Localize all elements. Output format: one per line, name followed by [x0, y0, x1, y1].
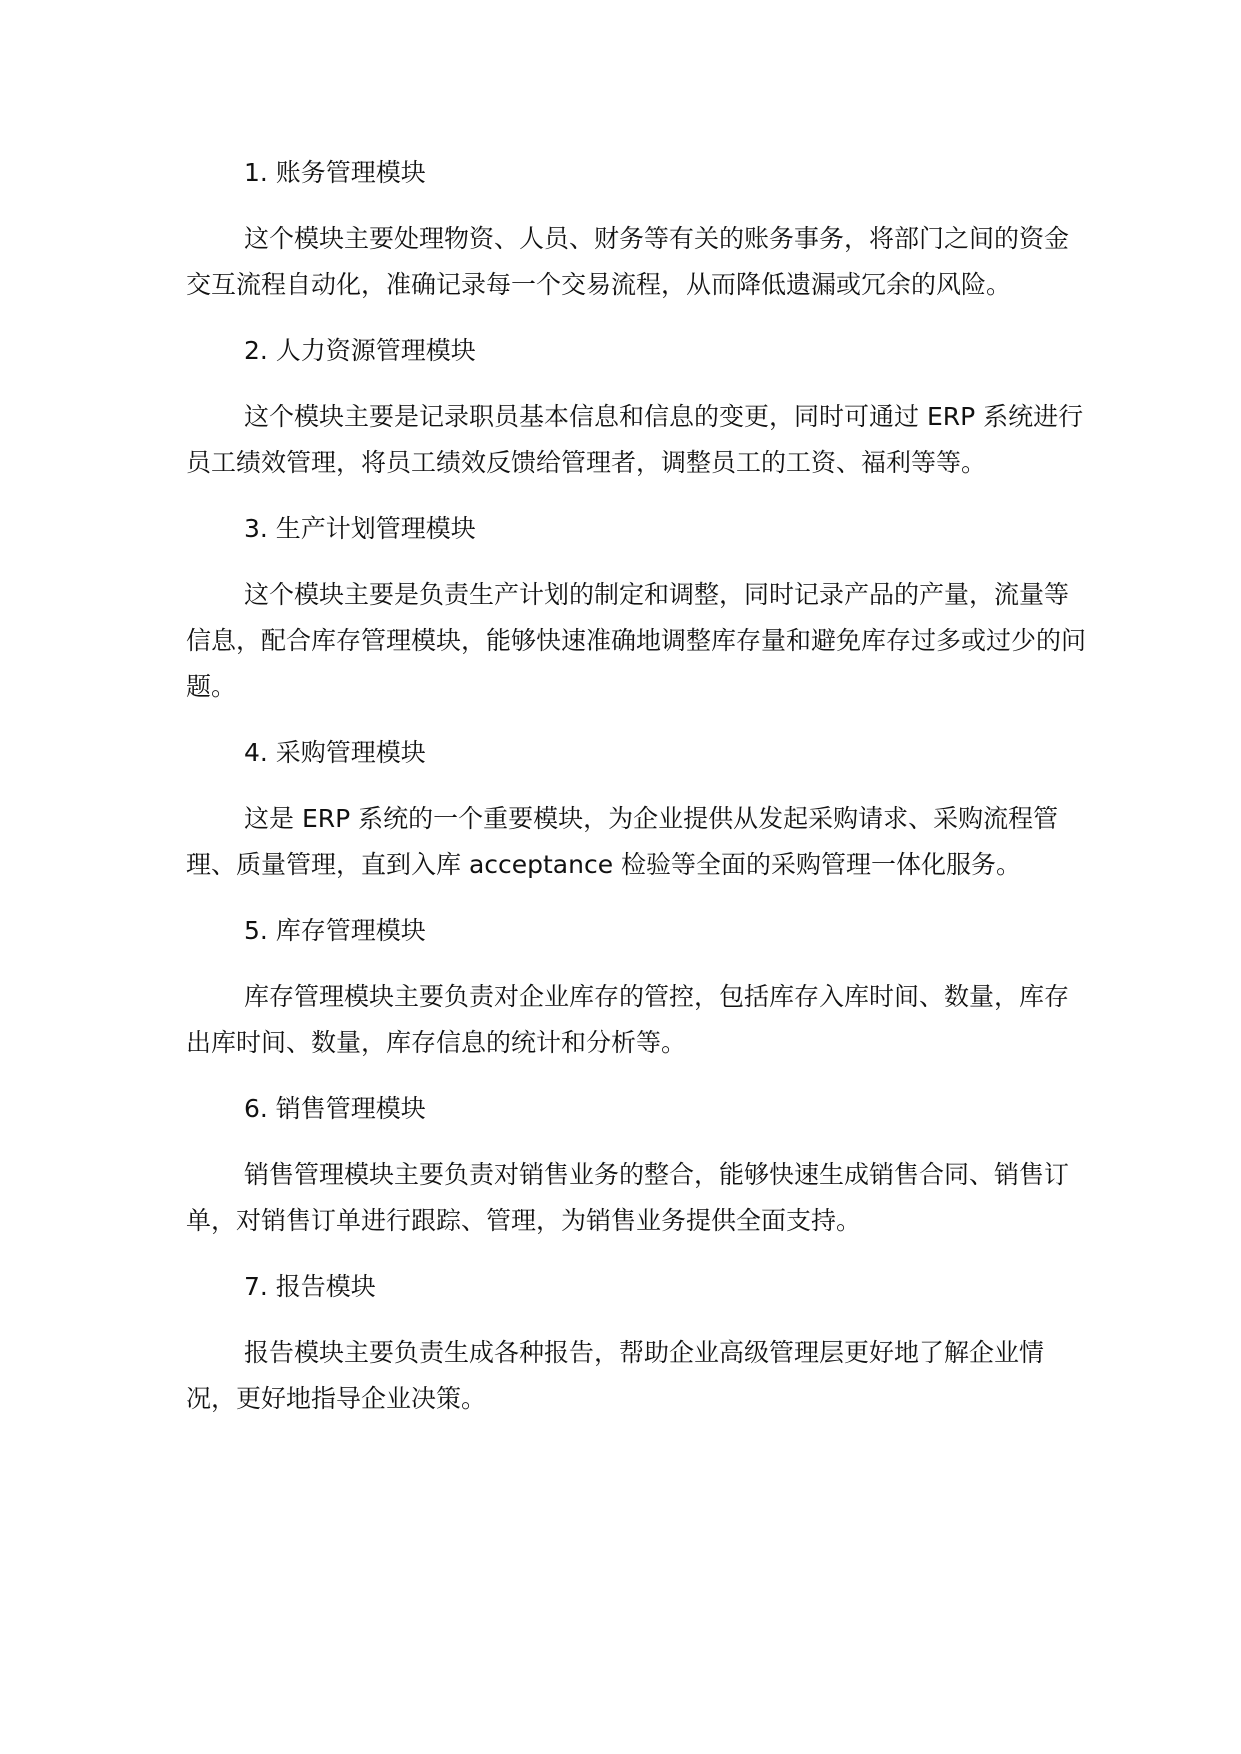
- section-paragraph: 这个模块主要处理物资、人员、财务等有关的账务事务，将部门之间的资金交互流程自动化，准确记录每一个交易流程，从而降低遗漏或冗余的风险。: [186, 224, 1070, 299]
- section-purchasing: [186, 730, 1086, 888]
- section-heading: 6. 销售管理模块: [244, 1094, 426, 1123]
- document-body: [186, 150, 1086, 1442]
- section-human-resources: [186, 328, 1086, 486]
- section-heading: 1. 账务管理模块: [244, 158, 426, 187]
- section-inventory: [186, 908, 1086, 1066]
- section-paragraph: 这是 ERP 系统的一个重要模块，为企业提供从发起采购请求、采购流程管理、质量管理，直到入库 acceptance 检验等全面的采购管理一体化服务。: [186, 804, 1059, 879]
- section-production-planning: [186, 506, 1086, 710]
- section-heading: 5. 库存管理模块: [244, 916, 426, 945]
- section-heading: 7. 报告模块: [244, 1272, 376, 1301]
- section-reporting: [186, 1264, 1086, 1422]
- section-paragraph: 这个模块主要是记录职员基本信息和信息的变更，同时可通过 ERP 系统进行员工绩效管理，将员工绩效反馈给管理者，调整员工的工资、福利等等。: [186, 402, 1084, 477]
- section-accounting: [186, 150, 1086, 308]
- section-paragraph: 报告模块主要负责生成各种报告，帮助企业高级管理层更好地了解企业情况，更好地指导企业决策。: [186, 1338, 1045, 1413]
- section-paragraph: 这个模块主要是负责生产计划的制定和调整，同时记录产品的产量，流量等信息，配合库存管理模块，能够快速准确地调整库存量和避免库存过多或过少的问题。: [186, 580, 1087, 701]
- section-paragraph: 销售管理模块主要负责对销售业务的整合，能够快速生成销售合同、销售订单，对销售订单进行跟踪、管理，为销售业务提供全面支持。: [186, 1160, 1070, 1235]
- section-heading: 2. 人力资源管理模块: [244, 336, 476, 365]
- section-paragraph: 库存管理模块主要负责对企业库存的管控，包括库存入库时间、数量，库存出库时间、数量，库存信息的统计和分析等。: [186, 982, 1070, 1057]
- section-heading: 3. 生产计划管理模块: [244, 514, 476, 543]
- section-heading: 4. 采购管理模块: [244, 738, 426, 767]
- section-sales: [186, 1086, 1086, 1244]
